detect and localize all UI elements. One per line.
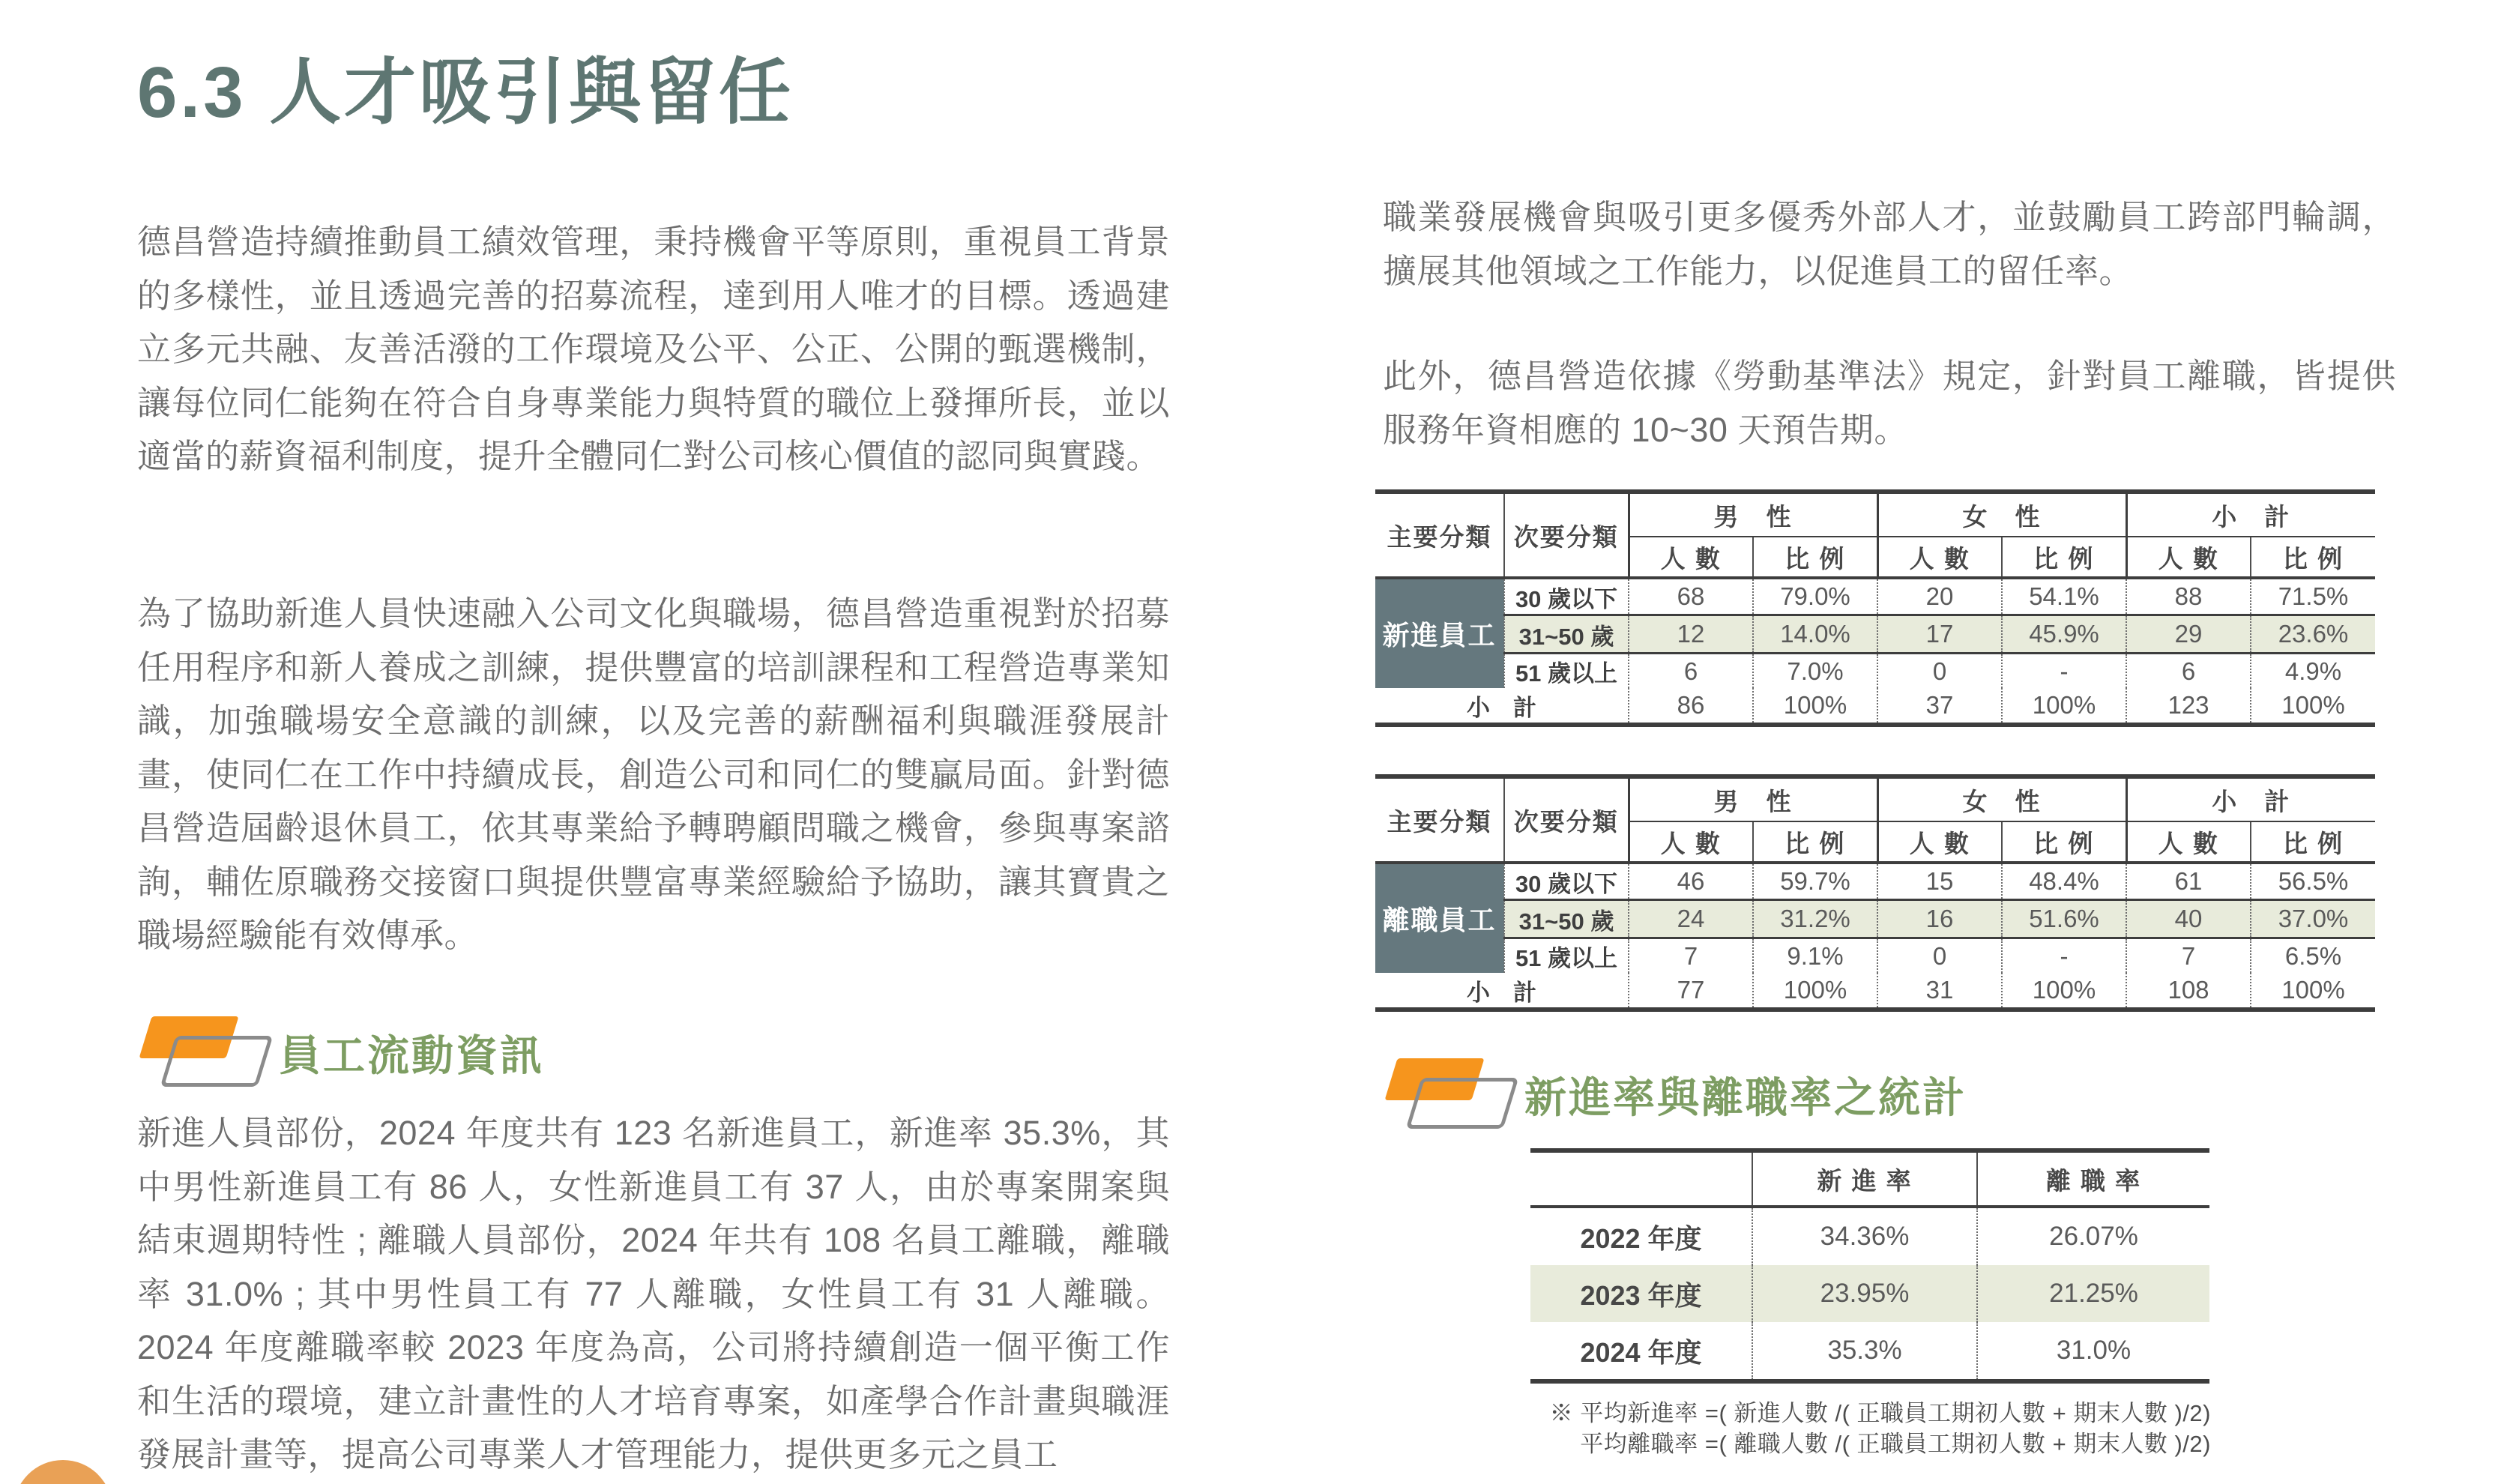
- subtotal-row-label: 小 計: [1375, 688, 1629, 725]
- table-cell: 40: [2126, 900, 2251, 938]
- col-header-ratio: 比 例: [1753, 821, 1877, 863]
- age-group-label: 51 歲以上: [1504, 938, 1629, 974]
- table-cell: 100%: [2281, 976, 2345, 1004]
- parallelogram-outline-icon: [1406, 1078, 1519, 1129]
- col-header-female: 女 性: [1877, 492, 2126, 537]
- table-cell: 23.6%: [2251, 615, 2375, 654]
- col-header-count: 人 數: [2126, 537, 2251, 578]
- col-header-count: 人 數: [1629, 821, 1753, 863]
- age-group-label: 31~50 歲: [1504, 900, 1629, 938]
- table-cell: 48.4%: [2002, 863, 2126, 900]
- table-cell: 21.25%: [1977, 1265, 2209, 1322]
- col-header-ratio: 比 例: [2002, 821, 2126, 863]
- new-hires-table: [1375, 489, 2375, 727]
- table-cell: 0: [1877, 938, 2002, 974]
- parallelogram-icon: [133, 1013, 268, 1092]
- col-header-female: 女 性: [1877, 776, 2126, 821]
- table-cell: 31.0%: [2056, 1336, 2132, 1365]
- table-cell: 37: [1877, 688, 2002, 725]
- table-cell: 100%: [2002, 973, 2126, 1010]
- table-cell: 0: [1877, 654, 2002, 689]
- table-cell: 24: [1629, 900, 1753, 938]
- table-cell: 29: [2126, 615, 2251, 654]
- table-cell: 14.0%: [1753, 615, 1877, 654]
- table-cell: 88: [2126, 578, 2251, 615]
- table-cell: 61: [2126, 863, 2251, 900]
- table-cell: 56.5%: [2251, 863, 2375, 900]
- footnote-departure-rate-formula: 平均離職率 =( 離職人數 /( 正職員工期初人數 + 期末人數 )/2): [1580, 1431, 2211, 1457]
- table-cell: 6.5%: [2284, 941, 2342, 970]
- paragraph-onboarding-training: 為了協助新進人員快速融入公司文化與職場，德昌營造重視對於招募任用程序和新人養成之訓練，提供豐富的培訓課程和工程營造專業知識，加強職場安全意識的訓練，以及完善的薪酬福利與職涯發展計畫，使同仁在工作中持續成長，創造公司和同仁的雙贏局面。針對德昌營造屆齡退休員工，依其專業給予轉聘顧問職之機會，參與專案諮詢，輔佐原職務交接窗口與提供豐富專業經驗給予協助，讓其寶貴之職場經驗能有效傳承。: [137, 594, 1170, 954]
- table-cell: 34.36%: [1752, 1207, 1977, 1265]
- footnote-hire-rate-formula: ※ 平均新進率 =( 新進人數 /( 正職員工期初人數 + 期末人數 )/2): [1549, 1400, 2211, 1426]
- col-header-departure-rate: 離 職 率: [1977, 1150, 2209, 1207]
- col-header-male: 男 性: [1629, 776, 1877, 821]
- table-cell: 68: [1629, 578, 1753, 615]
- col-header-count: 人 數: [1877, 537, 2002, 578]
- table-cell: -: [2002, 654, 2126, 689]
- table-cell: 100%: [1753, 688, 1877, 725]
- table-cell: 37.0%: [2251, 900, 2375, 938]
- age-group-label: 31~50 歲: [1504, 615, 1629, 654]
- col-header-subtotal: 小 計: [2126, 492, 2375, 537]
- year-label: 2022 年度: [1530, 1207, 1752, 1265]
- table-cell: 31.2%: [1753, 900, 1877, 938]
- row-header-new-hires: 新進員工: [1375, 578, 1504, 688]
- table-cell: 86: [1629, 688, 1753, 725]
- table-cell: 100%: [2002, 688, 2126, 725]
- section-title: 員工流動資訊: [279, 1031, 544, 1079]
- age-group-label: 30 歲以下: [1504, 863, 1629, 900]
- col-header-main-category: 主要分類: [1375, 776, 1504, 863]
- table-cell: 17: [1877, 615, 2002, 654]
- table-cell: 51.6%: [2002, 900, 2126, 938]
- col-header-ratio: 比 例: [2251, 537, 2375, 578]
- section-header-rate-statistics: [1379, 1055, 1967, 1134]
- table-cell: 7: [2126, 938, 2251, 974]
- departures-table: [1375, 774, 2375, 1012]
- paragraph-turnover-statistics: 新進人員部份，2024 年度共有 123 名新進員工，新進率 35.3%，其中男性新進員工有 86 人，女性新進員工有 37 人，由於專案開案與結束週期特性 ; 離職人員部份，2024 年共有 108 名員工離職，離職率 31.0% ; 其中男性員工有 77 人離職，女性員工有 31 人離職。2024 年度離職率較 2023 年度為高，公司將持續創造一個平衡工作和生活的環境，建立計畫性的人才培育專案，如產學合作計畫與職涯發展計畫等，提高公司專業人才管理能力，提供更多元之員工: [137, 1114, 1170, 1474]
- col-header-main-category: 主要分類: [1375, 492, 1504, 578]
- empty-corner-cell: [1530, 1150, 1752, 1207]
- col-header-ratio: 比 例: [2251, 821, 2375, 863]
- col-header-sub-category: 次要分類: [1504, 492, 1629, 578]
- row-header-departures: 離職員工: [1375, 863, 1504, 973]
- table-cell: 79.0%: [1753, 578, 1877, 615]
- paragraph-labor-law-notice: 此外，德昌營造依據《勞動基準法》規定，針對員工離職，皆提供服務年資相應的 10~30 天預告期。: [1383, 357, 2396, 449]
- table-cell: 20: [1877, 578, 2002, 615]
- age-group-label: 51 歲以上: [1504, 654, 1629, 689]
- table-cell: 46: [1629, 863, 1753, 900]
- paragraph-career-development: 職業發展機會與吸引更多優秀外部人才，並鼓勵員工跨部門輪調，擴展其他領域之工作能力，以促進員工的留任率。: [1383, 198, 2396, 290]
- table-cell: 123: [2126, 688, 2251, 725]
- table-cell: 59.7%: [1753, 863, 1877, 900]
- parallelogram-outline-icon: [160, 1036, 274, 1087]
- year-label: 2024 年度: [1530, 1322, 1752, 1381]
- table-cell: 35.3%: [1752, 1322, 1977, 1381]
- table-cell: 7.0%: [1753, 654, 1877, 689]
- table-cell: 9.1%: [1753, 938, 1877, 974]
- table-cell: 15: [1877, 863, 2002, 900]
- page-title: 6.3 人才吸引與留任: [137, 52, 794, 133]
- paragraph-recruitment-policy: 德昌營造持續推動員工績效管理，秉持機會平等原則，重視員工背景的多樣性，並且透過完善的招募流程，達到用人唯才的目標。透過建立多元共融、友善活潑的工作環境及公平、公正、公開的甄選機制，讓每位同仁能夠在符合自身專業能力與特質的職位上發揮所長，並以適當的薪資福利制度，提升全體同仁對公司核心價值的認同與實踐。: [137, 223, 1170, 475]
- age-group-label: 30 歲以下: [1504, 578, 1629, 615]
- col-header-ratio: 比 例: [2002, 537, 2126, 578]
- col-header-count: 人 數: [1877, 821, 2002, 863]
- year-label: 2023 年度: [1530, 1265, 1752, 1322]
- table-cell: 31: [1877, 973, 2002, 1010]
- table-cell: 100%: [1753, 973, 1877, 1010]
- table-cell: 45.9%: [2002, 615, 2126, 654]
- col-header-hire-rate: 新 進 率: [1752, 1150, 1977, 1207]
- table-cell: 26.07%: [2049, 1222, 2138, 1251]
- parallelogram-icon: [1379, 1055, 1514, 1134]
- table-cell: 77: [1629, 973, 1753, 1010]
- table-cell: 4.9%: [2284, 657, 2342, 685]
- table-cell: 16: [1877, 900, 2002, 938]
- rates-table: [1530, 1148, 2209, 1384]
- col-header-count: 人 數: [1629, 537, 1753, 578]
- table-cell: 54.1%: [2002, 578, 2126, 615]
- table-cell: 100%: [2281, 691, 2345, 719]
- table-cell: 71.5%: [2251, 578, 2375, 615]
- subtotal-row-label: 小 計: [1375, 973, 1629, 1010]
- table-cell: 6: [1629, 654, 1753, 689]
- table-cell: 108: [2126, 973, 2251, 1010]
- table-cell: -: [2002, 938, 2126, 974]
- col-header-ratio: 比 例: [1753, 537, 1877, 578]
- table-cell: 23.95%: [1752, 1265, 1977, 1322]
- table-cell: 7: [1629, 938, 1753, 974]
- section-header-employee-turnover: [133, 1013, 544, 1092]
- col-header-count: 人 數: [2126, 821, 2251, 863]
- section-title: 新進率與離職率之統計: [1524, 1073, 1967, 1121]
- col-header-subtotal: 小 計: [2126, 776, 2375, 821]
- table-cell: 6: [2126, 654, 2251, 689]
- col-header-male: 男 性: [1629, 492, 1877, 537]
- col-header-sub-category: 次要分類: [1504, 776, 1629, 863]
- table-cell: 12: [1629, 615, 1753, 654]
- page-corner-ornament: [13, 1460, 112, 1484]
